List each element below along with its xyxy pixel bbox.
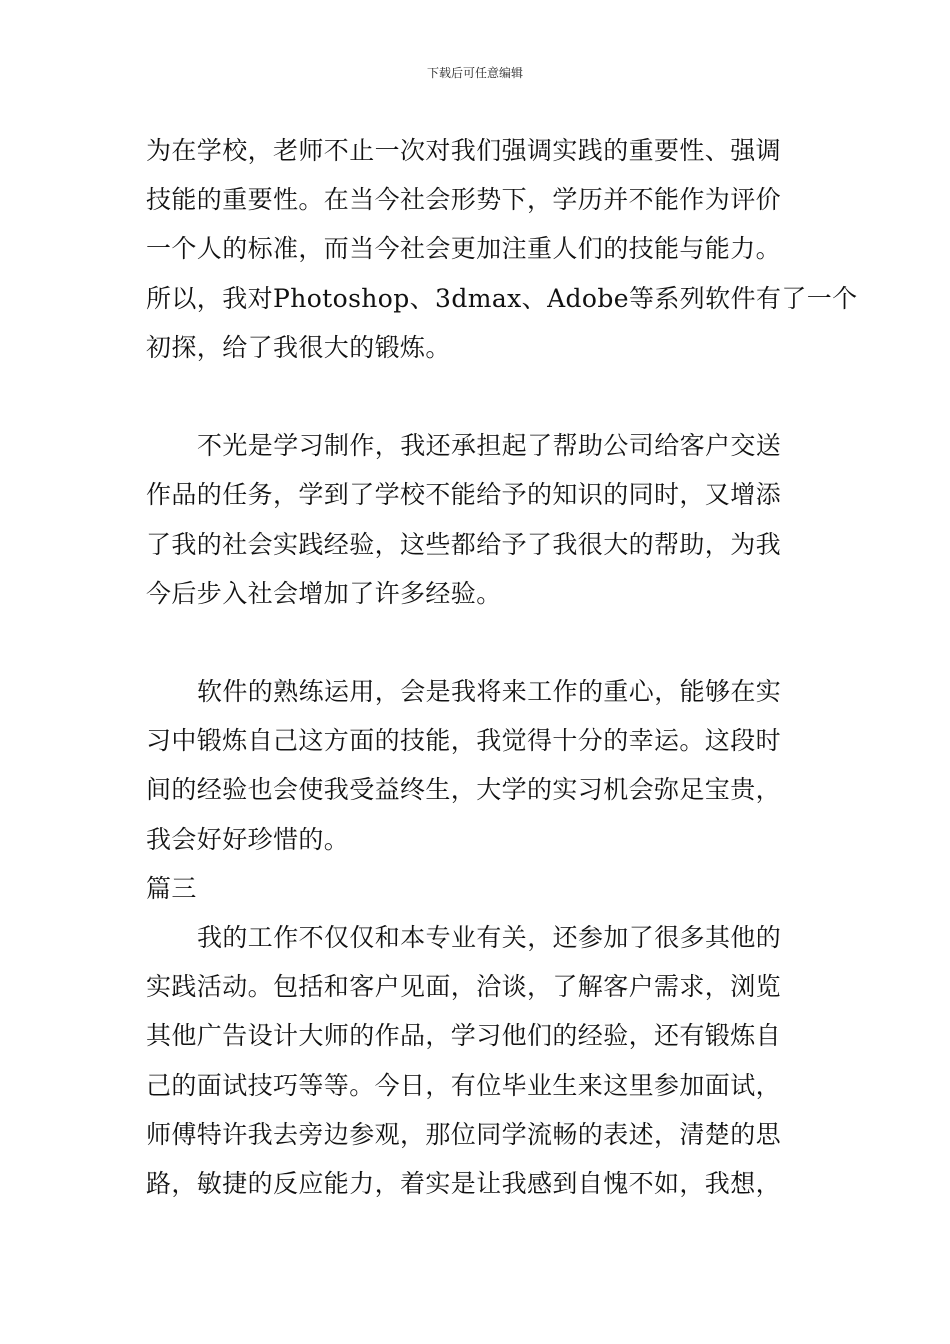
text-line: 一个人的标准，而当今社会更加注重人们的技能与能力。 <box>146 234 782 264</box>
text-line: 今后步入社会增加了许多经验。 <box>146 578 502 608</box>
paragraph <box>146 913 808 1208</box>
text-line: 师傅特许我去旁边参观，那位同学流畅的表述，清楚的思 <box>146 1119 782 1149</box>
text-line: 习中锻炼自己这方面的技能，我觉得十分的幸运。这段时 <box>146 726 782 756</box>
text-line: 间的经验也会使我受益终生，大学的实习机会弥足宝贵， <box>146 775 782 805</box>
paragraph-spacer <box>146 618 808 667</box>
text-line: 初探，给了我很大的锻炼。 <box>146 332 451 362</box>
text-line: 软件的熟练运用，会是我将来工作的重心，能够在实 <box>197 677 782 707</box>
section-heading: 篇三 <box>146 873 197 903</box>
text-line: 己的面试技巧等等。今日，有位毕业生来这里参加面试， <box>146 1070 782 1100</box>
paragraph <box>146 421 808 618</box>
text-line: 不光是学习制作，我还承担起了帮助公司给客户交送 <box>197 431 782 461</box>
text-line: 了我的社会实践经验，这些都给予了我很大的帮助，为我 <box>146 529 782 559</box>
text-line: 我会好好珍惜的。 <box>146 824 350 854</box>
text-line: 我的工作不仅仅和本专业有关，还参加了很多其他的 <box>197 923 782 952</box>
text-line: 路，敏捷的反应能力，着实是让我感到自愧不如，我想， <box>146 1168 782 1198</box>
text-line: 为在学校，老师不止一次对我们强调实践的重要性、强调 <box>146 136 782 165</box>
text-line: 其他广告设计大师的作品，学习他们的经验，还有锻炼自 <box>146 1021 782 1051</box>
paragraph <box>146 667 808 864</box>
paragraph <box>146 126 858 372</box>
document-body <box>146 126 858 1208</box>
text-line: 技能的重要性。在当今社会形势下，学历并不能作为评价 <box>146 185 782 215</box>
page-header: 下载后可任意编辑 <box>426 66 523 80</box>
text-line: 实践活动。包括和客户见面，洽谈，了解客户需求，浏览 <box>146 972 782 1002</box>
text-line: 所以，我对Photoshop、3dmax、Adobe等系列软件有了一个 <box>146 283 858 313</box>
paragraph-spacer <box>146 372 808 421</box>
text-line: 作品的任务，学到了学校不能给予的知识的同时，又增添 <box>146 480 782 510</box>
